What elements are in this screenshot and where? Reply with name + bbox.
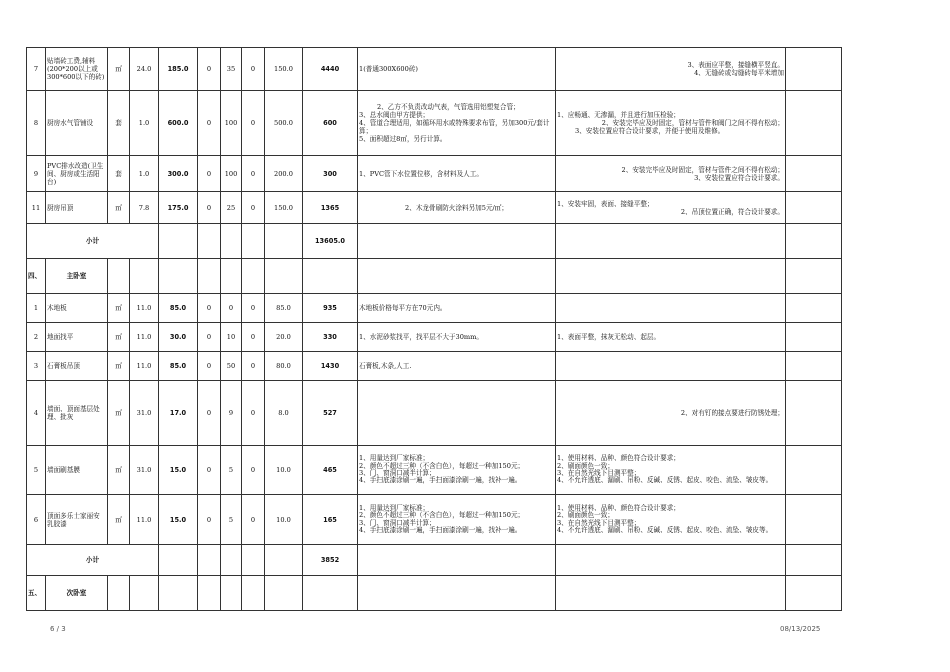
row-number: 11 [27,192,46,224]
row-number: 2 [27,323,46,352]
section-number: 五、 [27,576,46,611]
table-row [27,323,842,352]
unit: 套 [108,156,130,192]
subtotal-row [27,224,842,259]
subtotal-total: 3852 [303,545,358,576]
standard [556,446,786,495]
description-line: 3、总水阀由甲方提供； [359,111,430,119]
quote-table [26,47,842,611]
unit-price: 17.0 [159,381,198,446]
cost-col1: 0 [198,48,221,91]
description [358,381,556,446]
unit-price: 185.0 [159,48,198,91]
unit-price: 300.0 [159,156,198,192]
item-name: 贴墙砖工费,辅料(200*200以上或300*600以下的砖) [46,48,108,91]
quantity: 1.0 [130,156,159,192]
quantity: 11.0 [130,352,159,381]
cost-col4: 20.0 [265,323,303,352]
table-row [27,48,842,91]
unit: ㎡ [108,294,130,323]
cost-col4: 10.0 [265,446,303,495]
quantity: 11.0 [130,323,159,352]
description-line: 1、PVC管下水位置位移，含材料及人工。 [359,169,483,178]
cost-col4: 85.0 [265,294,303,323]
standard-line: 2、刷面颜色一致； [557,511,614,520]
section-header-row [27,259,842,294]
standard-line: 2、刷面颜色一致； [557,461,614,470]
page-indicator: 6 / 3 [50,625,66,633]
standard-line: 1、使用材料、品种、颜色符合设计要求； [557,454,680,463]
standard-line: 4、不允许透底、漏刷、吊粉、反碱、反锈、起皮、咬色、流坠、皱皮等。 [557,525,773,534]
cost-col2: 9 [221,381,242,446]
quantity: 11.0 [130,294,159,323]
cost-col2: 0 [221,294,242,323]
table-row [27,495,842,545]
item-name: 墙面、顶面基层处理、批灰 [46,381,108,446]
standard [556,495,786,545]
cost-col1: 0 [198,381,221,446]
unit-price: 30.0 [159,323,198,352]
standard-line: 1、表面平整，抹灰无松动、起层。 [557,333,661,341]
cost-col1: 0 [198,446,221,495]
description [358,294,556,323]
item-name: 地面找平 [46,323,108,352]
unit-price: 600.0 [159,91,198,156]
line-total: 4440 [303,48,358,91]
cost-col2: 50 [221,352,242,381]
quantity: 7.8 [130,192,159,224]
cost-col3: 0 [242,381,265,446]
standard [556,294,786,323]
row-number: 1 [27,294,46,323]
unit-price: 85.0 [159,294,198,323]
description-line: 5、面积超过8㎡，另行计算。 [359,135,447,143]
item-name: PVC排水改造(卫生间、厨房或生活阳台) [46,156,108,192]
unit: ㎡ [108,323,130,352]
standard [556,156,786,192]
section-title: 主卧室 [46,259,108,294]
standard-line: 3、在自然光线下目测平整； [557,518,641,527]
standard [556,48,786,91]
description-line: 1、水泥砂浆找平，找平层不大于30mm。 [359,333,483,341]
cost-col3: 0 [242,294,265,323]
cost-col1: 0 [198,91,221,156]
description [358,48,556,91]
line-total: 1365 [303,192,358,224]
line-total: 600 [303,91,358,156]
remark [786,381,842,446]
standard-line: 2、安装完毕应及时固定，管材与管件和阀门之间不得有松动； [601,119,784,127]
remark [786,446,842,495]
quantity: 31.0 [130,446,159,495]
unit: ㎡ [108,446,130,495]
remark [786,323,842,352]
subtotal-row [27,545,842,576]
description-line: 石膏板,木条,人工. [359,362,412,370]
table-row [27,91,842,156]
print-date: 08/13/2025 [780,625,821,633]
row-number: 3 [27,352,46,381]
line-total: 165 [303,495,358,545]
table-row [27,381,842,446]
description [358,446,556,495]
cost-col2: 10 [221,323,242,352]
cost-col1: 0 [198,156,221,192]
unit: ㎡ [108,495,130,545]
cost-col4: 150.0 [265,48,303,91]
table-row [27,192,842,224]
section-title: 次卧室 [46,576,108,611]
cost-col2: 25 [221,192,242,224]
description-line: 1、用量达到厂家标准； [359,454,430,463]
standard-line: 2、安装完毕应及时固定，管材与管件之间不得有松动； [621,165,784,174]
item-name: 顶面多乐士家丽安乳胶漆 [46,495,108,545]
cost-col4: 80.0 [265,352,303,381]
description [358,352,556,381]
cost-col2: 100 [221,156,242,192]
unit-price: 15.0 [159,495,198,545]
unit: 套 [108,91,130,156]
cost-col3: 0 [242,192,265,224]
unit: ㎡ [108,48,130,91]
remark [786,352,842,381]
row-number: 4 [27,381,46,446]
item-name: 墙面刷基膜 [46,446,108,495]
cost-col1: 0 [198,323,221,352]
description-line: 木地板价格每平方在70元内。 [359,304,447,312]
standard-line: 1、使用材料、品种、颜色符合设计要求； [557,503,680,512]
quantity: 1.0 [130,91,159,156]
line-total: 1430 [303,352,358,381]
unit-price: 15.0 [159,446,198,495]
cost-col2: 100 [221,91,242,156]
cost-col2: 35 [221,48,242,91]
section-number: 四、 [27,259,46,294]
cost-col4: 10.0 [265,495,303,545]
table-row [27,446,842,495]
description-line: 3、门、窗洞口减半计算； [359,518,436,527]
description [358,495,556,545]
section-header-row [27,576,842,611]
item-name: 厨房水气管铺设 [46,91,108,156]
description-line: 2、木龙骨刷防火涂料另加5元/㎡； [405,203,508,212]
item-name: 石膏板吊顶 [46,352,108,381]
table-row [27,156,842,192]
subtotal-label: 小计 [27,224,159,259]
item-name: 木地板 [46,294,108,323]
standard-line: 3、安装位置应符合设计要求，并便于使用及维修。 [575,127,725,135]
standard-line: 3、在自然光线下目测平整； [557,469,641,477]
cost-col1: 0 [198,352,221,381]
standard-line: 3、表面应平整，接缝横平竖直。 [687,61,784,69]
standard-line: 4、无缝砖或勾缝砖每平米增加 [694,69,784,77]
subtotal-label: 小计 [27,545,159,576]
cost-col4: 500.0 [265,91,303,156]
row-number: 5 [27,446,46,495]
remark [786,495,842,545]
quantity: 31.0 [130,381,159,446]
description [358,156,556,192]
row-number: 9 [27,156,46,192]
standard [556,323,786,352]
line-total: 300 [303,156,358,192]
standard [556,352,786,381]
line-total: 465 [303,446,358,495]
cost-col3: 0 [242,91,265,156]
unit: ㎡ [108,192,130,224]
description-line: 1、用量达到厂家标准； [359,503,430,512]
description-line: 2、颜色不超过三种（不含白色），每超过一种加150元； [359,461,525,470]
cost-col4: 8.0 [265,381,303,446]
standard [556,381,786,446]
row-number: 8 [27,91,46,156]
item-name: 厨房吊顶 [46,192,108,224]
row-number: 6 [27,495,46,545]
remark [786,294,842,323]
description [358,323,556,352]
table-row [27,294,842,323]
cost-col4: 200.0 [265,156,303,192]
cost-col1: 0 [198,192,221,224]
description-line: 1(普通300X600砖) [359,65,418,73]
cost-col3: 0 [242,48,265,91]
line-total: 935 [303,294,358,323]
standard-line: 2、对有钉的接点要进行防锈处理； [680,409,784,417]
quantity: 11.0 [130,495,159,545]
description-line: 4、管道合理适用，如循环用水或特殊要求布管，另加300元/套计算； [359,119,550,135]
cost-col4: 150.0 [265,192,303,224]
cost-col1: 0 [198,495,221,545]
description [358,192,556,224]
cost-col1: 0 [198,294,221,323]
standard [556,192,786,224]
unit: ㎡ [108,352,130,381]
row-number: 7 [27,48,46,91]
description [358,91,556,156]
description-line: 2、乙方不负责改动气表，气管选用铝塑复合管； [377,103,520,111]
line-total: 527 [303,381,358,446]
cost-col3: 0 [242,352,265,381]
subtotal-total: 13605.0 [303,224,358,259]
cost-col2: 5 [221,495,242,545]
standard [556,91,786,156]
description-line: 3、门、窗洞口减半计算； [359,469,436,477]
description-line: 2、颜色不超过三种（不含白色），每超过一种加150元； [359,511,525,520]
standard-line: 1、安装牢固，表面、接缝平整； [557,199,654,208]
line-total: 330 [303,323,358,352]
standard-line: 2、吊顶位置正确，符合设计要求。 [680,207,784,216]
remark [786,192,842,224]
remark [786,48,842,91]
cost-col2: 5 [221,446,242,495]
description-line: 4、手扫底漆涂刷一遍，手扫面漆涂刷一遍，找补一遍。 [359,476,522,485]
cost-col3: 0 [242,156,265,192]
quantity: 24.0 [130,48,159,91]
unit-price: 85.0 [159,352,198,381]
table-row [27,352,842,381]
standard-line: 3、安装位置应符合设计要求。 [694,173,784,182]
unit: ㎡ [108,381,130,446]
cost-col3: 0 [242,446,265,495]
remark [786,91,842,156]
cost-col3: 0 [242,323,265,352]
standard-line: 4、不允许透底、漏刷、吊粉、反碱、反锈、起皮、咬色、流坠、皱皮等。 [557,476,773,485]
cost-col3: 0 [242,495,265,545]
unit-price: 175.0 [159,192,198,224]
description-line: 4、手扫底漆涂刷一遍，手扫面漆涂刷一遍，找补一遍。 [359,525,522,534]
standard-line: 1、应畅通、无渗漏，并且进行加压检验； [557,111,680,119]
remark [786,156,842,192]
